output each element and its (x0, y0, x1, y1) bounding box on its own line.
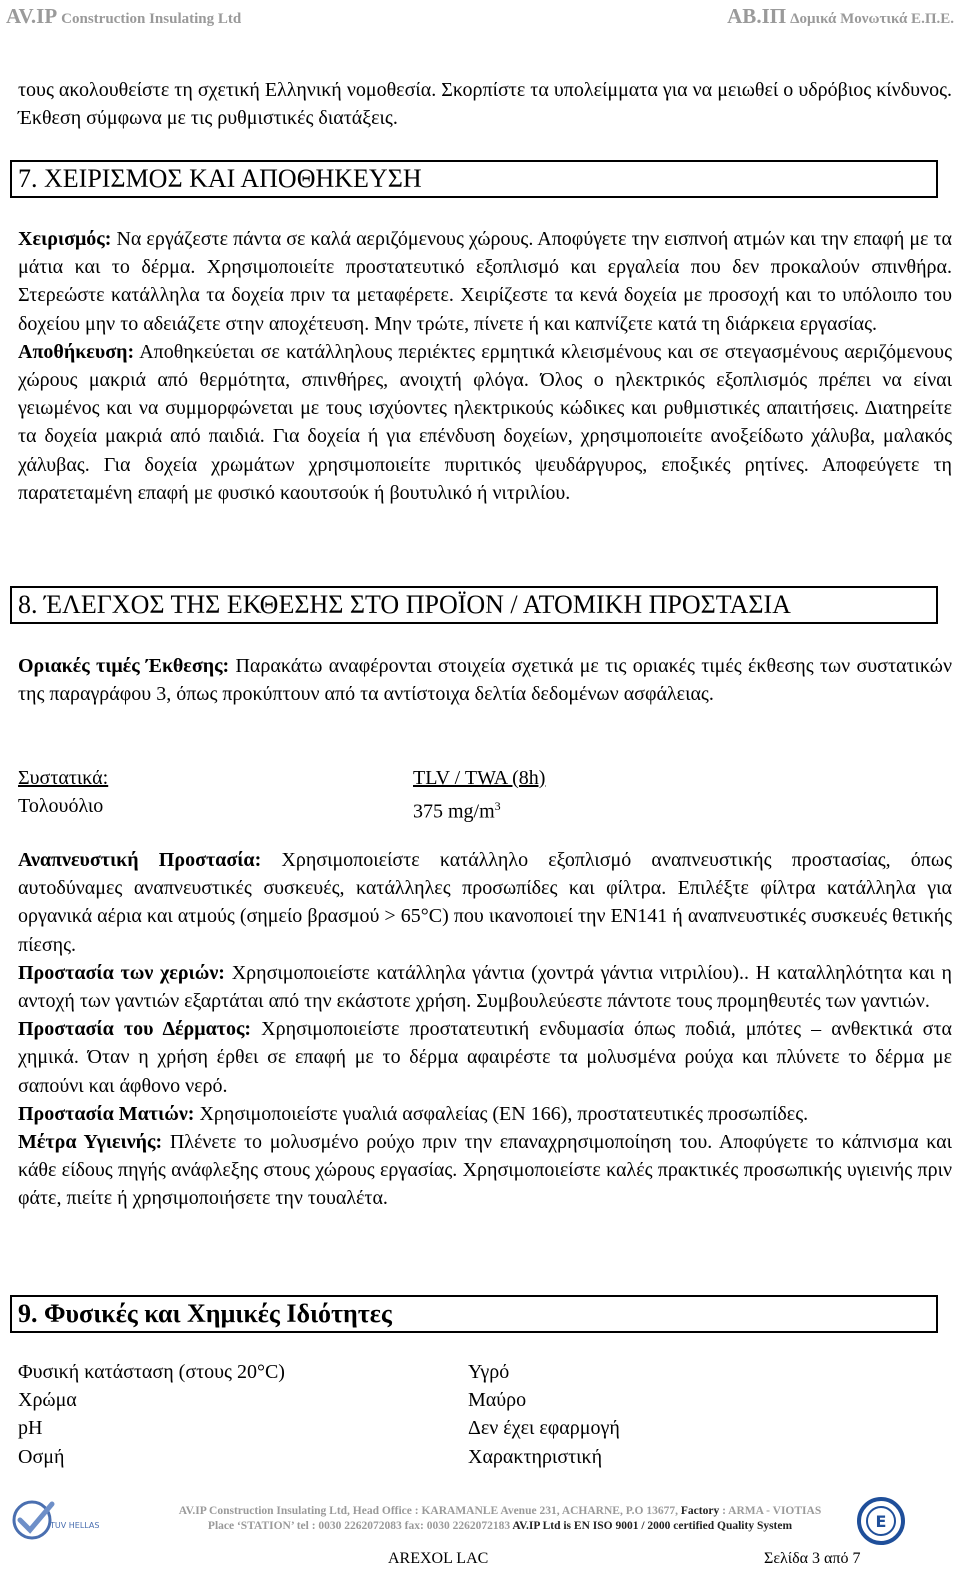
eyes-paragraph (18, 1100, 952, 1128)
section-7-body (18, 225, 952, 507)
limits-paragraph (18, 652, 952, 708)
certification-logo-icon (8, 1498, 100, 1542)
exposure-limits (18, 652, 952, 708)
page-header (6, 2, 954, 32)
quality-seal-text: Ε (875, 1512, 887, 1531)
handling-label: Χειρισμός: (18, 228, 112, 250)
limits-text: Παρακάτω αναφέρονται στοιχεία σχετικά με τις οριακές τιμές έκθεσης των συστατικών της παραγράφου 3, όπως προκύπτουν από τα αντίστοιχα δελτία δεδομένων ασφάλειας. (18, 655, 952, 706)
intro-text: τους ακολουθείστε τη σχετική Ελληνική νομοθεσία. Σκορπίστε τα υπολείμματα για να μειωθεί ο υδρόβιος κίνδυνος. Έκθεση σύμφωνα με τις ρυθμιστικές διατάξεις. (18, 79, 952, 130)
limits-label: Οριακές τιμές Έκθεσης: (18, 655, 230, 677)
eyes-label: Προστασία Ματιών: (18, 1102, 195, 1125)
hands-text: Χρησιμοποιείστε κατάλληλα γάντια (χοντρά γάντια νιτριλίου).. Η καταλληλότητα και η αντοχή των γαντιών εξαρτάται από την εκάστοτε χρήση. Συμβουλεύεστε πάντοτε τους προμηθευτές των γαντιών. (18, 961, 952, 1013)
header-company-latin (6, 4, 241, 29)
properties-table (18, 1358, 918, 1471)
tlv-superscript: 3 (494, 799, 501, 814)
hands-paragraph (18, 959, 952, 1015)
respiratory-text: Χρησιμοποιείστε κατάλληλο εξοπλισμό αναπνευστικής προστασίας, όπως αυτοδύναμες αναπνευστικές συσκευές, κατάλληλες προσωπίδες και φίλτρα. Επιλέξτε φίλτρα κατάλληλα για οργανικά αέρια και ατμούς (σημείο βρασμού > 65°C) που ικανοποιεί την EN141 ή αναπνευστικές συσκευές θετικής πίεσης. (18, 849, 952, 956)
table-cell-ingredient: Τολουόλιο (18, 795, 104, 818)
respiratory-label: Αναπνευστική Προστασία: (18, 849, 262, 871)
hands-label: Προστασία των χεριών: (18, 961, 225, 984)
page-number: Σελίδα 3 από 7 (764, 1550, 861, 1567)
skin-text: Χρησιμοποιείστε προστατευτική ενδυμασία όπως ποδιά, μπότες – ανθεκτικά στα χημικά. Όταν η χρήση έρθει σε επαφή με το δέρμα αφαιρέστε τα μολυσμένα ρούχα και πλύνετε το δέρμα με σαπούνι και άφθονο νερό. (18, 1018, 952, 1097)
footer-company-line (140, 1504, 860, 1519)
property-row (18, 1386, 918, 1414)
property-row (18, 1443, 918, 1471)
property-name: Οσμή (18, 1445, 65, 1468)
certification-logo-text: TUV HELLAS (50, 1521, 100, 1530)
property-row (18, 1358, 918, 1386)
header-left-brand: AV.IP (6, 4, 58, 28)
eyes-text: Χρησιμοποιείστε γυαλιά ασφαλείας (EN 166), προστατευτικές προσωπίδες. (194, 1102, 809, 1125)
header-left-subtitle: Construction Insulating Ltd (61, 11, 242, 27)
hygiene-text: Πλένετε το μολυσμένο ρούχο πριν την επαναχρησιμοποίηση του. Αποφύγετε το κάπνισμα και κάθε είδους πηγής ανάφλεξης στους χώρους εργασίας. Χρησιμοποιείστε καλές πρακτικές προσωπικής υγιεινής πριν φάτε, πιείτε ή χρησιμοποιήσετε την τουαλέτα. (18, 1131, 952, 1210)
property-name: Χρώμα (18, 1389, 77, 1412)
property-value: Υγρό (468, 1361, 510, 1383)
section-8-title (10, 586, 938, 624)
property-value: Χαρακτηριστική (468, 1445, 603, 1468)
storage-label: Αποθήκευση: (18, 340, 135, 363)
property-row (18, 1414, 918, 1442)
footer-factory-label: Factory (680, 1505, 720, 1517)
handling-paragraph (18, 225, 952, 338)
footer-iso-statement: AV.IP Ltd is EN ISO 9001 / 2000 certified Quality System (512, 1520, 793, 1532)
property-value: Δεν έχει εφαρμογή (468, 1417, 620, 1440)
quality-seal-icon (856, 1496, 906, 1546)
header-right-brand: ΑΒ.ΙΠ (727, 4, 787, 28)
skin-label: Προστασία του Δέρματος: (18, 1018, 252, 1041)
tlv-value: 375 mg/m (413, 800, 495, 823)
header-company-greek (727, 4, 954, 29)
footer-phone-fax: Place ‘STATION’ tel : 0030 2262072083 fax: 0030 2262072183 (207, 1520, 513, 1532)
section-9-title-text: 9. Φυσικές και Χημικές Ιδιότητες (18, 1299, 392, 1328)
footer-factory-location: : ARMA - VIOTIAS (719, 1505, 822, 1517)
section-7-title (10, 160, 938, 198)
header-right-subtitle: Δομικά Μονωτικά Ε.Π.Ε. (790, 11, 954, 27)
footer-address: AV.IP Construction Insulating Ltd, Head Office : KARAMANLE Avenue 231, ACHARNE, P.O 13677, (178, 1505, 681, 1517)
property-name: pH (18, 1417, 43, 1440)
table-row (18, 792, 918, 823)
skin-paragraph (18, 1015, 952, 1100)
table-header-tlv: TLV / TWA (8h) (413, 767, 546, 789)
storage-text: Αποθηκεύεται σε κατάλληλους περιέκτες ερμητικά κλεισμένους και σε στεγασμένους αεριζόμενους χώρους μακριά από θερμότητα, σπινθήρες, ανοιχτή φλόγα. Όλος ο ηλεκτρικός εξοπλισμός πρέπει να είναι γειωμένος και να συμμορφώνεται με τους ισχύοντες ηλεκτρικούς κώδικες και ρυθμιστικές απαιτήσεις. Διατηρείτε τα δοχεία μακριά από παιδιά. Για δοχεία ή για επένδυση δοχείων, χρησιμοποιείτε ανοξείδωτο χάλυβα, μαλακός χάλυβας. Για δοχεία χρωμάτων χρησιμοποιείτε πυριτικός ψευδάργυρος, εποξικές ρητίνες. Αποφεύγετε τη παρατεταμένη επαφή με φυσικό καουτσούκ ή βουτυλικό ή νιτριλίου. (18, 340, 952, 504)
section-7-title-text: 7. ΧΕΙΡΙΣΜΟΣ ΚΑΙ ΑΠΟΘΗΚΕΥΣΗ (18, 164, 422, 193)
section-9-title (10, 1295, 938, 1333)
handling-text: Να εργάζεστε πάντα σε καλά αεριζόμενους χώρους. Αποφύγετε την εισπνοή ατμών και την επαφή με τα μάτια και το δέρμα. Χρησιμοποιείτε προστατευτικό εξοπλισμό και εργαλεία που δεν προκαλούν σπινθήρα. Στερεώστε κατάλληλα τα δοχεία πριν τα μεταφέρετε. Χειρίζεστε τα κενά δοχεία με προσοχή και το υπόλοιπο του δοχείου μην το αδειάζετε στην αποχέτευση. Μην τρώτε, πίνετε ή και καπνίζετε κατά τη διάρκεια εργασίας. (18, 228, 952, 335)
hygiene-label: Μέτρα Υγιεινής: (18, 1131, 163, 1154)
exposure-table (18, 764, 918, 823)
respiratory-paragraph (18, 846, 952, 959)
product-name: AREXOL LAC (388, 1550, 489, 1567)
hygiene-paragraph (18, 1128, 952, 1213)
table-header-ingredient: Συστατικά: (18, 767, 109, 789)
storage-paragraph (18, 338, 952, 507)
section-8-protection (18, 846, 952, 1213)
table-header-row (18, 764, 918, 792)
footer-contact-line (140, 1519, 860, 1534)
property-name: Φυσική κατάσταση (στους 20°C) (18, 1361, 285, 1383)
section-8-title-text: 8. ΈΛΕΓΧΟΣ ΤΗΣ ΕΚΘΕΣΗΣ ΣΤΟ ΠΡΟΪΟΝ / ΑΤΟΜΙΚΗ ΠΡΟΣΤΑΣΙΑ (18, 590, 791, 619)
property-value: Μαύρο (468, 1389, 527, 1412)
intro-paragraph (18, 76, 952, 132)
table-cell-tlv (413, 792, 501, 826)
